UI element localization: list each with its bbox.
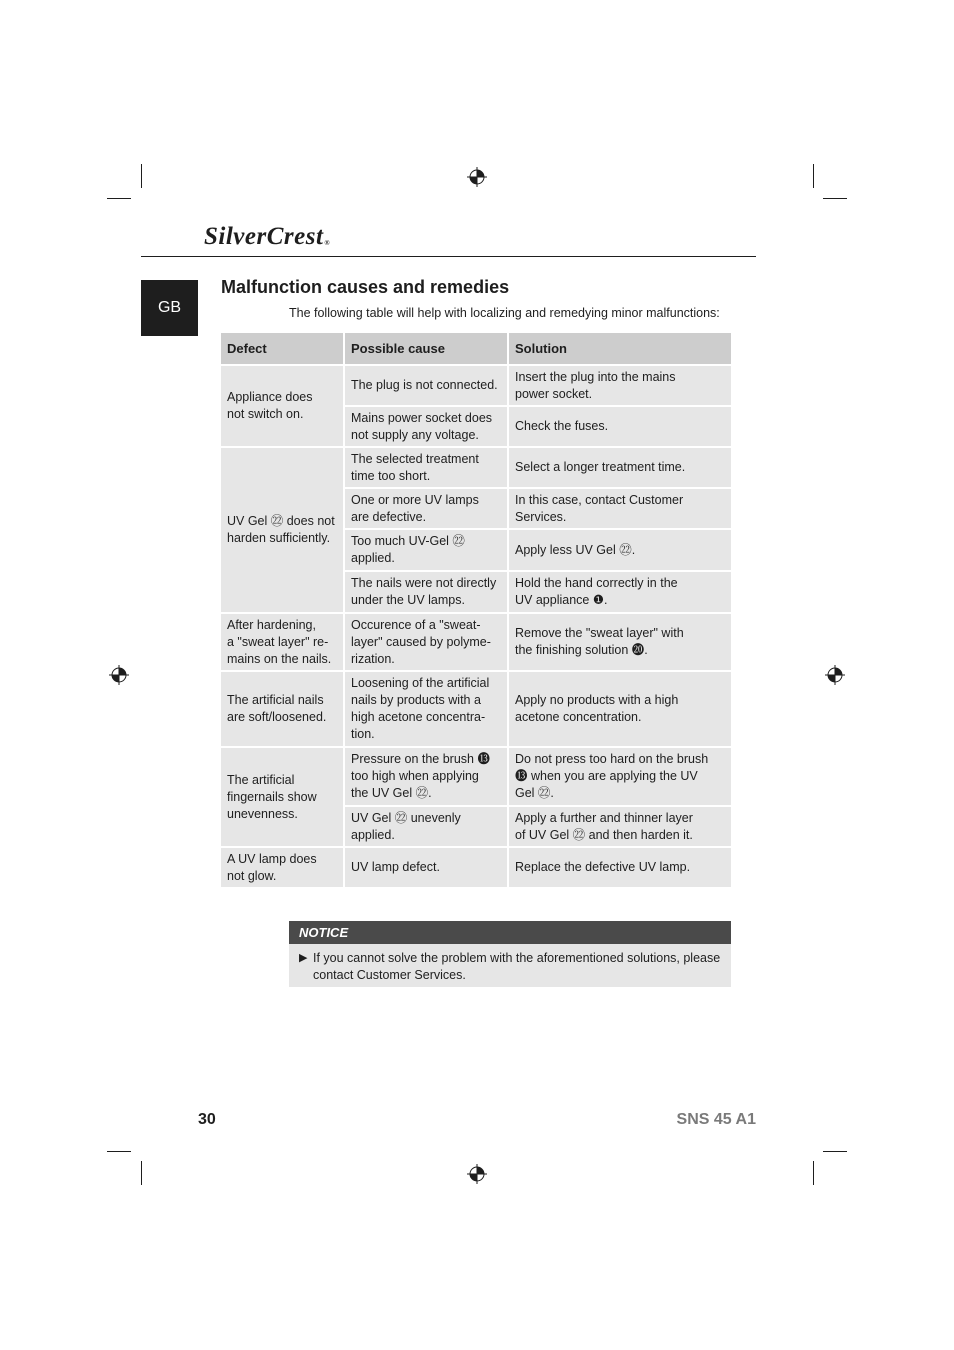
brand-logo [204, 222, 330, 258]
notice-body [289, 944, 731, 987]
language-tab: GB [141, 280, 198, 336]
header-rule [141, 256, 756, 257]
crop-mark [823, 1151, 847, 1152]
solution-cell: Do not press too hard on the brush ⓭ when you are applying the UV Gel ㉒. [509, 748, 731, 805]
solution-cell: Insert the plug into the mains power socket. [509, 366, 731, 405]
table-header-solution: Solution [509, 333, 731, 364]
defect-cell: A UV lamp does not glow. [221, 848, 343, 887]
cause-cell: Occurence of a "sweat- layer" caused by polyme- rization. [345, 614, 507, 670]
notice-text: If you cannot solve the problem with the aforementioned solutions, please contact Customer Services. [313, 951, 721, 982]
defect-cell: After hardening, a "sweat layer" re- mains on the nails. [221, 614, 343, 670]
solution-cell: Apply no products with a high acetone concentration. [509, 672, 731, 746]
defect-cell: The artificial nails are soft/loosened. [221, 672, 343, 746]
defect-cell: UV Gel ㉒ does not harden sufficiently. [221, 448, 343, 612]
solution-cell: Select a longer treatment time. [509, 448, 731, 487]
notice-box [289, 921, 731, 987]
crop-mark [823, 198, 847, 199]
table-header-defect: Defect [221, 333, 343, 364]
cause-cell: The plug is not connected. [345, 366, 507, 405]
cause-cell: UV Gel ㉒ unevenly applied. [345, 807, 507, 846]
crop-mark [141, 164, 142, 188]
solution-cell: Check the fuses. [509, 407, 731, 446]
registration-mark-icon [825, 665, 845, 685]
registration-mark-icon [467, 1164, 487, 1184]
cause-cell: The nails were not directly under the UV lamps. [345, 572, 507, 612]
registered-mark: ® [324, 239, 331, 247]
defect-cell: Appliance does not switch on. [221, 366, 343, 446]
section-title: Malfunction causes and remedies [221, 277, 510, 297]
cause-cell: The selected treatment time too short. [345, 448, 507, 487]
cause-cell: Too much UV-Gel ㉒ applied. [345, 530, 507, 570]
solution-cell: Apply less UV Gel ㉒. [509, 530, 731, 570]
brand-logo-text: SilverCrest [204, 223, 324, 250]
solution-cell: Replace the defective UV lamp. [509, 848, 731, 887]
model-number: SNS 45 A1 [676, 1111, 756, 1128]
registration-mark-icon [467, 167, 487, 187]
notice-heading: NOTICE [289, 921, 731, 944]
cause-cell: Loosening of the artificial nails by products with a high acetone concentra- tion. [345, 672, 507, 746]
crop-mark [813, 164, 814, 188]
defect-cell: The artificial fingernails show unevenness. [221, 748, 343, 846]
cause-cell: UV lamp defect. [345, 848, 507, 887]
crop-mark [141, 1161, 142, 1185]
table-header-cause: Possible cause [345, 333, 507, 364]
section-intro: The following table will help with localizing and remedying minor malfunctions: [289, 306, 720, 320]
crop-mark [107, 1151, 131, 1152]
cause-cell: One or more UV lamps are defective. [345, 489, 507, 528]
page-number: 30 [198, 1111, 216, 1128]
crop-mark [813, 1161, 814, 1185]
cause-cell: Mains power socket does not supply any voltage. [345, 407, 507, 446]
bullet-arrow-icon: ▶ [299, 952, 308, 964]
solution-cell: Apply a further and thinner layer of UV Gel ㉒ and then harden it. [509, 807, 731, 846]
registration-mark-icon [109, 665, 129, 685]
crop-mark [107, 198, 131, 199]
cause-cell: Pressure on the brush ⓭ too high when applying the UV Gel ㉒. [345, 748, 507, 805]
solution-cell: Hold the hand correctly in the UV appliance ❶. [509, 572, 731, 612]
solution-cell: Remove the "sweat layer" with the finishing solution ⓴. [509, 614, 731, 670]
solution-cell: In this case, contact Customer Services. [509, 489, 731, 528]
